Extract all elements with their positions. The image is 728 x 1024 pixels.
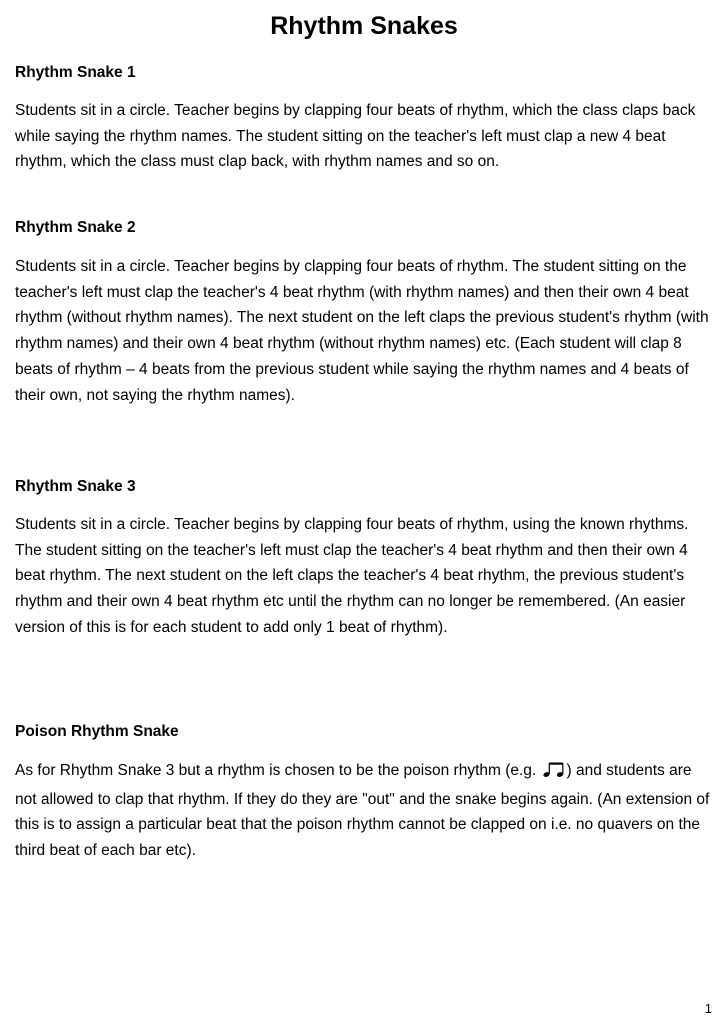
section-body-rhythm-snake-3: Students sit in a circle. Teacher begins by clapping four beats of rhythm, using the known rhythms. The student sitting on the teacher's left must clap the teacher's 4 beat rhythm and then their own 4 beat rhythm. The next student on the left claps the teacher's 4 beat rhythm, the previous student's rhythm and their own 4 beat rhythm etc until the rhythm can no longer be remembered. (An easier version of this is for each student to add only 1 beat of rhythm). [15, 516, 689, 636]
section-heading-poison-rhythm-snake: Poison Rhythm Snake [15, 723, 179, 740]
section-heading-rhythm-snake-1: Rhythm Snake 1 [15, 64, 136, 81]
poison-text-after: ) and students are not allowed to clap that rhythm. If they do they are "out" and the snake begins again. (An extension of this is to assign a particular beat that the poison rhythm cannot be clapped on i.e. no quavers on the third beat of each bar etc). [15, 762, 710, 860]
section-body-rhythm-snake-2: Students sit in a circle. Teacher begins by clapping four beats of rhythm. The student sitting on the teacher's left must clap the teacher's 4 beat rhythm (with rhythm names) and then their own 4 beat rhythm (without rhythm names). The next student on the left claps the previous student's rhythm (with rhythm names) and their own 4 beat rhythm (without rhythm names) etc. (Each student will clap 8 beats of rhythm – 4 beats from the previous student while saying the rhythm names and 4 beats of their own, not saying the rhythm names). [15, 258, 709, 404]
page-title: Rhythm Snakes [270, 12, 458, 40]
page-number: 1 [704, 1001, 712, 1016]
section-body-rhythm-snake-1: Students sit in a circle. Teacher begins by clapping four beats of rhythm, which the class claps back while saying the rhythm names. The student sitting on the teacher's left must clap a new 4 beat rhythm, which the class must clap back, with rhythm names and so on. [15, 102, 696, 171]
poison-text-before: As for Rhythm Snake 3 but a rhythm is chosen to be the poison rhythm (e.g. [15, 762, 541, 779]
section-heading-rhythm-snake-3: Rhythm Snake 3 [15, 478, 136, 495]
quaver-pair-icon [542, 761, 566, 787]
section-heading-rhythm-snake-2: Rhythm Snake 2 [15, 219, 136, 236]
section-body-poison-rhythm-snake [15, 758, 717, 864]
